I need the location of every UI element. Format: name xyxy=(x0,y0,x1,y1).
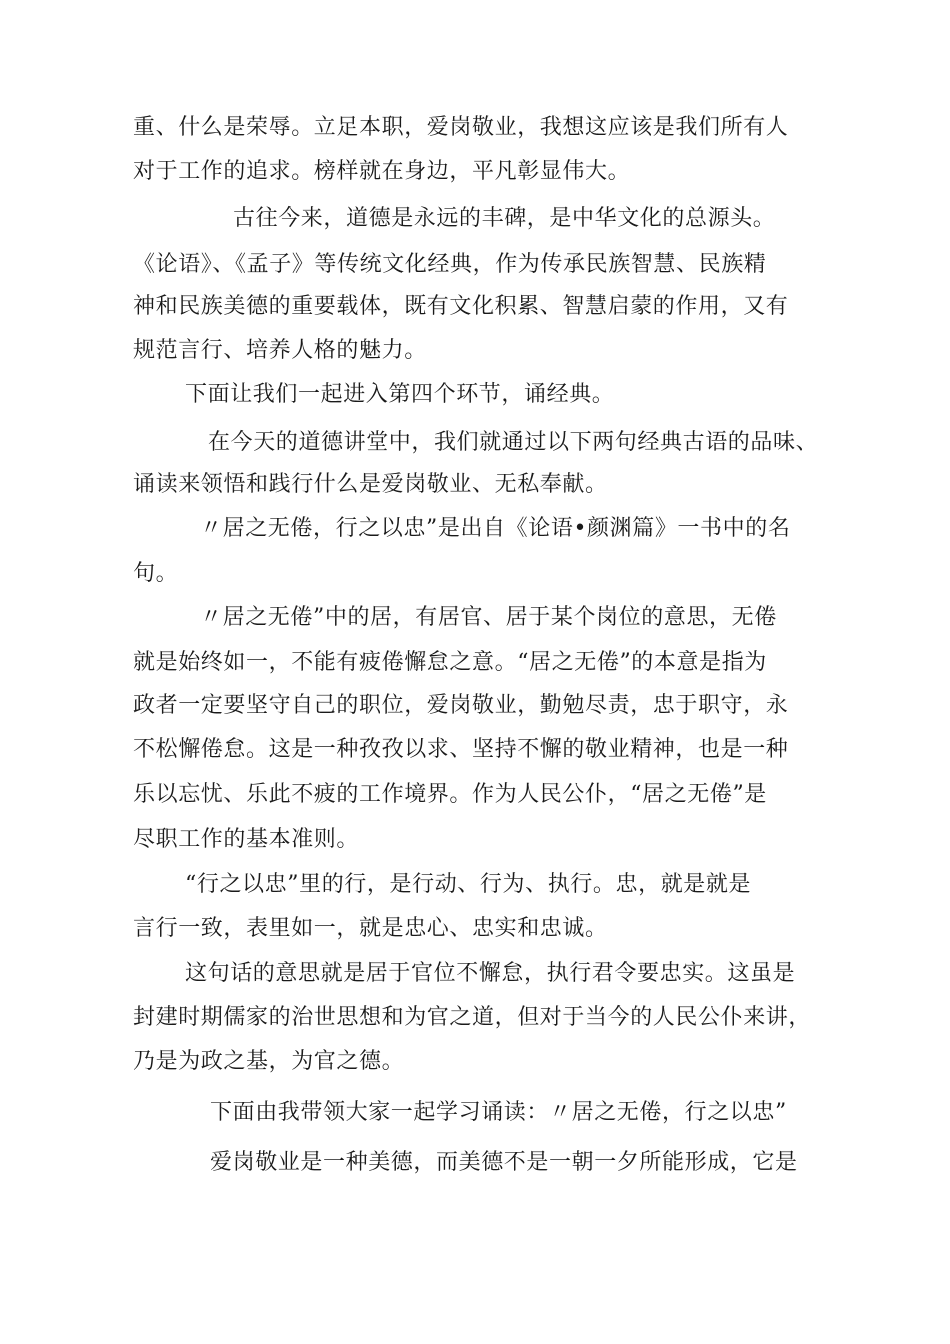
text-line: 重、什么是荣辱。立足本职，爱岗敬业，我想这应该是我们所有人 xyxy=(133,115,789,140)
text-line: 〃居之无倦”中的居，有居官、居于某个岗位的意思，无倦 xyxy=(200,605,777,630)
text-line: 爱岗敬业是一种美德，而美德不是一朝一夕所能形成，它是 xyxy=(210,1150,798,1175)
text-line: 乐以忘忧、乐此不疲的工作境界。作为人民公仆，“居之无倦”是 xyxy=(133,782,767,807)
text-line: 在今天的道德讲堂中，我们就通过以下两句经典古语的品味、 xyxy=(208,430,819,455)
text-line: 尽职工作的基本准则。 xyxy=(133,827,360,852)
text-line: 下面由我带领大家一起学习诵读：〃居之无倦，行之以忠” xyxy=(210,1100,787,1125)
text-line: “行之以忠”里的行，是行动、行为、执行。忠，就是就是 xyxy=(185,872,752,897)
text-line: 对于工作的追求。榜样就在身边，平凡彰显伟大。 xyxy=(133,159,631,184)
text-line: 《论语》、《孟子》等传统文化经典，作为传承民族智慧、民族精 xyxy=(133,252,767,277)
text-line: 句。 xyxy=(133,561,179,586)
text-line: 规范言行、培养人格的魅力。 xyxy=(133,338,427,363)
text-line: 就是始终如一，不能有疲倦懈怠之意。“居之无倦”的本意是指为 xyxy=(133,650,767,675)
text-line: 下面让我们一起进入第四个环节，诵经典。 xyxy=(185,382,615,407)
text-line: 乃是为政之基，为官之德。 xyxy=(133,1049,405,1074)
text-line: 封建时期儒家的治世思想和为官之道，但对于当今的人民公仆来讲， xyxy=(133,1005,812,1030)
text-line: 诵读来领悟和践行什么是爱岗敬业、无私奉献。 xyxy=(133,472,608,497)
text-line: 言行一致，表里如一，就是忠心、忠实和忠诚。 xyxy=(133,916,608,941)
text-line: 不松懈倦怠。这是一种孜孜以求、坚持不懈的敬业精神，也是一种 xyxy=(133,737,789,762)
text-line: 古往今来，道德是永远的丰碑，是中华文化的总源头。 xyxy=(233,206,776,231)
text-line: 这句话的意思就是居于官位不懈怠，执行君令要忠实。这虽是 xyxy=(185,961,796,986)
text-line: 〃居之无倦，行之以忠”是出自《论语•颜渊篇》一书中的名 xyxy=(200,516,791,541)
text-line: 政者一定要坚守自己的职位，爱岗敬业，勤勉尽责，忠于职守，永 xyxy=(133,693,789,718)
text-line: 神和民族美德的重要载体，既有文化积累、智慧启蒙的作用，又有 xyxy=(133,294,789,319)
